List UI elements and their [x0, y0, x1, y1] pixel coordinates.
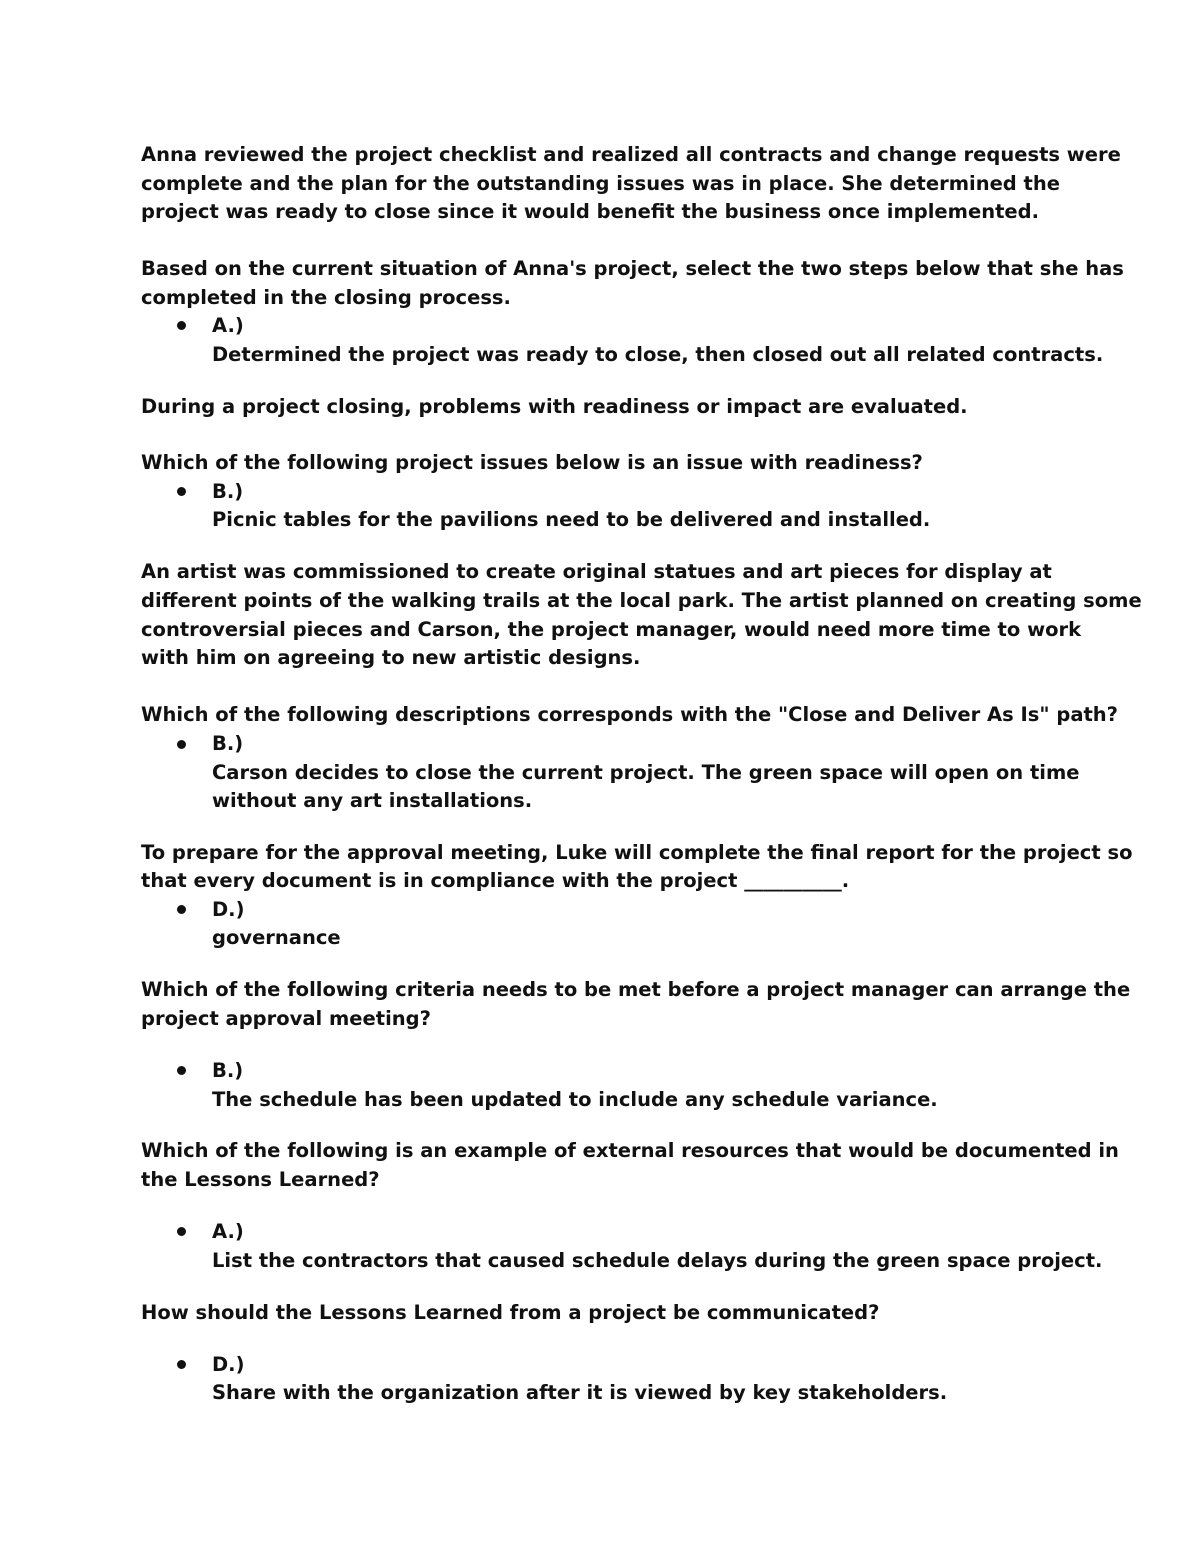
answer-text: without any art installations. [212, 789, 533, 812]
bullet-icon [177, 1360, 186, 1369]
bullet-icon [177, 487, 186, 496]
paragraph-line: An artist was commissioned to create original statues and art pieces for display at [141, 560, 1052, 583]
answer-letter: B.) [212, 732, 244, 755]
answer-text: Carson decides to close the current project. The green space will open on time [212, 761, 1080, 784]
question-line: To prepare for the approval meeting, Luke will complete the final report for the project so [141, 841, 1133, 864]
bullet-icon [177, 1066, 186, 1075]
paragraph-line: controversial pieces and Carson, the project manager, would need more time to work [141, 618, 1082, 641]
answer-text: List the contractors that caused schedule delays during the green space project. [212, 1249, 1103, 1272]
answer-text: Picnic tables for the pavilions need to be delivered and installed. [212, 508, 931, 531]
paragraph-line: project was ready to close since it would benefit the business once implemented. [141, 200, 1039, 223]
answer-text: Share with the organization after it is viewed by key stakeholders. [212, 1381, 948, 1404]
question-line: completed in the closing process. [141, 286, 511, 309]
question-line: Based on the current situation of Anna's project, select the two steps below that she has [141, 257, 1124, 280]
bullet-icon [177, 740, 186, 749]
answer-text: Determined the project was ready to close, then closed out all related contracts. [212, 343, 1104, 366]
question-line: How should the Lessons Learned from a project be communicated? [141, 1301, 880, 1324]
bullet-icon [177, 1227, 186, 1236]
paragraph-line: Anna reviewed the project checklist and realized all contracts and change requests were [141, 143, 1121, 166]
answer-letter: A.) [212, 1220, 244, 1243]
question-line: Which of the following criteria needs to be met before a project manager can arrange the [141, 978, 1131, 1001]
answer-letter: B.) [212, 480, 244, 503]
answer-letter: A.) [212, 314, 244, 337]
paragraph-line: During a project closing, problems with readiness or impact are evaluated. [141, 395, 968, 418]
bullet-icon [177, 905, 186, 914]
question-line: Which of the following descriptions corresponds with the "Close and Deliver As Is" path? [141, 703, 1118, 726]
answer-letter: D.) [212, 898, 245, 921]
question-line: the Lessons Learned? [141, 1168, 380, 1191]
question-line: that every document is in compliance with the project __________. [141, 869, 850, 892]
paragraph-line: with him on agreeing to new artistic designs. [141, 646, 641, 669]
answer-letter: D.) [212, 1353, 245, 1376]
answer-text: governance [212, 926, 341, 949]
answer-letter: B.) [212, 1059, 244, 1082]
question-line: project approval meeting? [141, 1007, 431, 1030]
paragraph-line: complete and the plan for the outstanding issues was in place. She determined the [141, 172, 1060, 195]
bullet-icon [177, 321, 186, 330]
paragraph-line: different points of the walking trails at the local park. The artist planned on creating some [141, 589, 1142, 612]
answer-text: The schedule has been updated to include any schedule variance. [212, 1088, 938, 1111]
question-line: Which of the following is an example of external resources that would be documented in [141, 1139, 1119, 1162]
question-line: Which of the following project issues below is an issue with readiness? [141, 451, 923, 474]
